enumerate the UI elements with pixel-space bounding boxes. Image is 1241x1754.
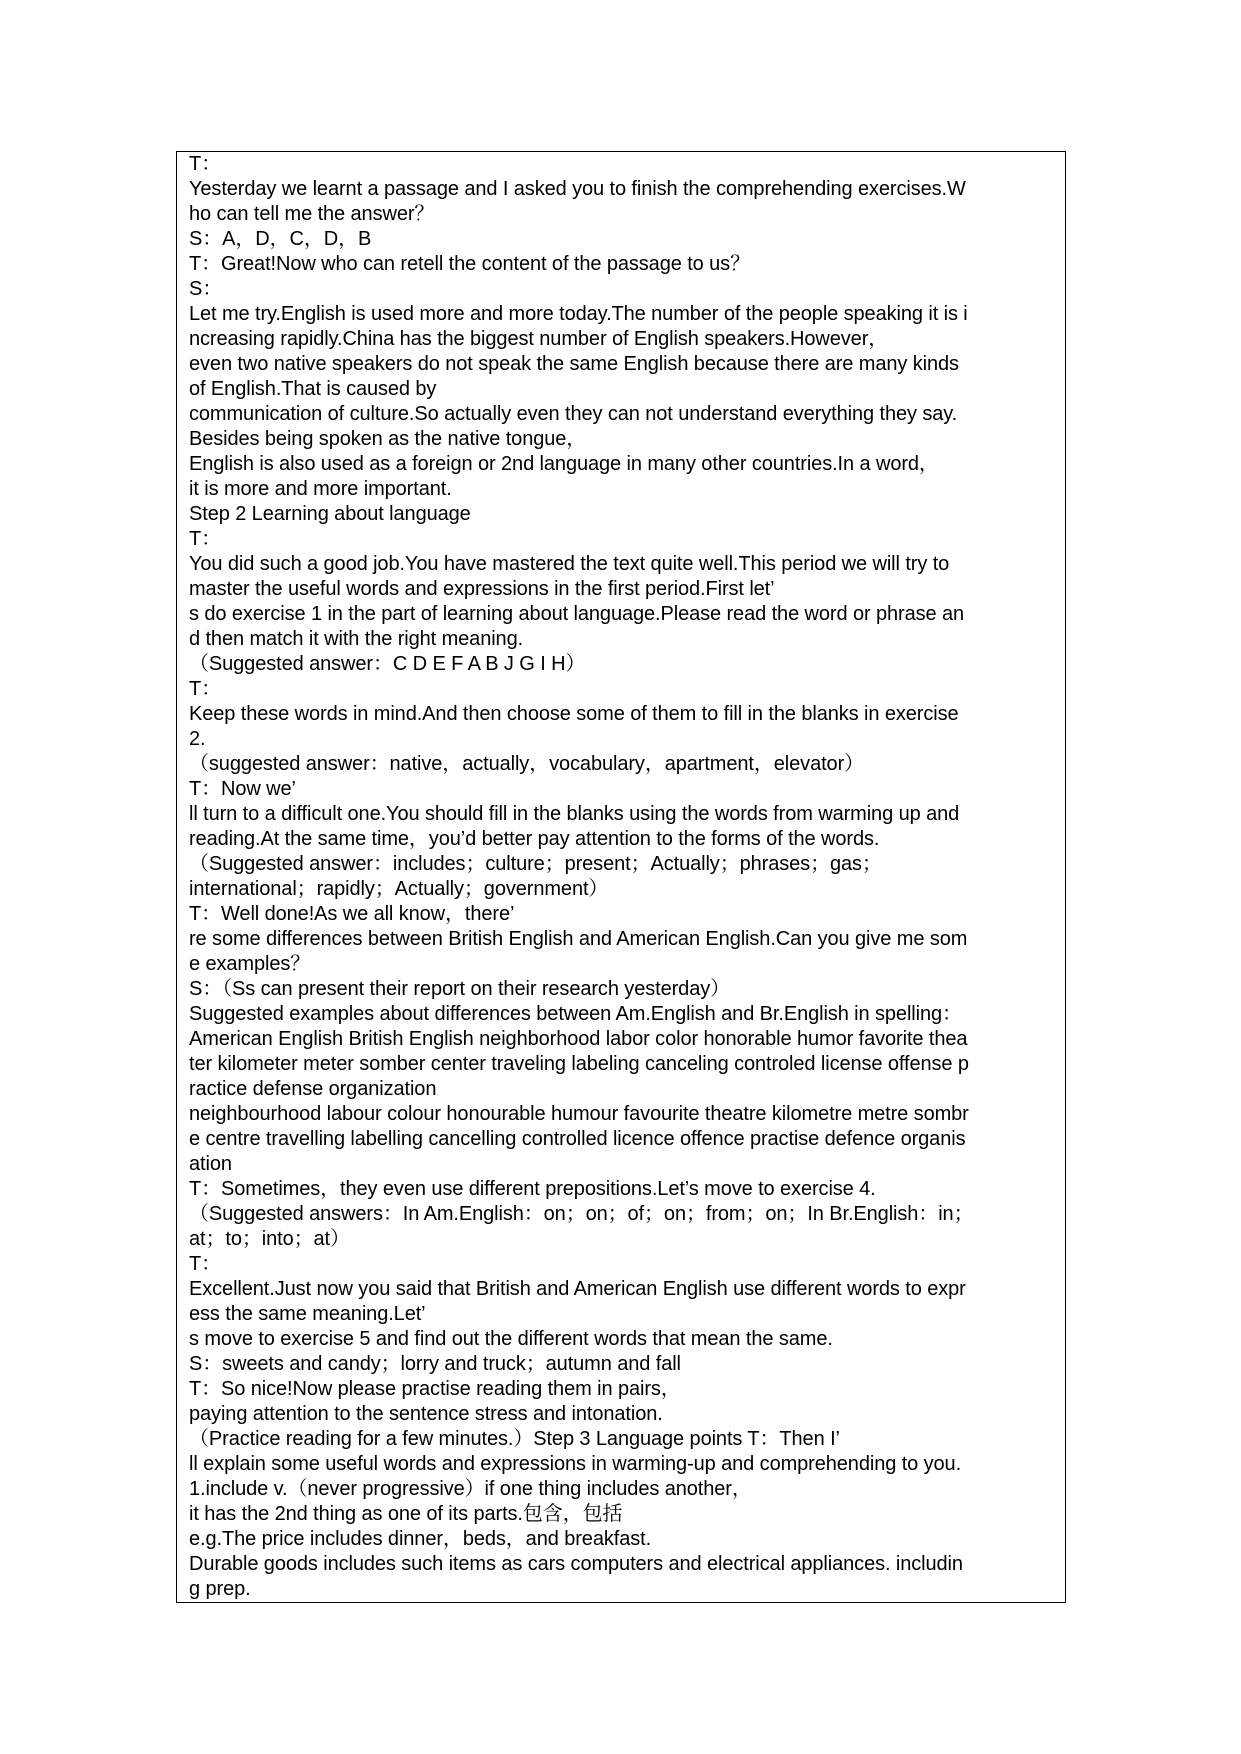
text-line: S：A，D，C，D，B	[189, 228, 372, 250]
text-line: s do exercise 1 in the part of learning about language.Please read the word or phrase an	[189, 603, 965, 625]
text-line: communication of culture.So actually even they can not understand everything they say.	[189, 403, 958, 425]
text-line: paying attention to the sentence stress and intonation.	[189, 1403, 663, 1425]
text-line: of English.That is caused by	[189, 378, 437, 400]
text-line: reading.At the same time，you’d better pay attention to the forms of the words.	[189, 828, 880, 850]
text-line: master the useful words and expressions in the first period.First let’	[189, 578, 775, 600]
text-line: T：So nice!Now please practise reading them in pairs，	[189, 1378, 681, 1400]
text-line: T：	[189, 1253, 222, 1275]
text-line: Durable goods includes such items as cars computers and electrical appliances. includin	[189, 1553, 963, 1575]
text-line: S：sweets and candy；lorry and truck；autumn and fall	[189, 1353, 681, 1375]
text-line: （Suggested answer：includes；culture；present；Actually；phrases；gas；	[189, 853, 882, 875]
text-line: American English British English neighborhood labor color honorable humor favorite thea	[189, 1028, 968, 1050]
text-line: g prep.	[189, 1578, 251, 1600]
text-line: ll explain some useful words and expressions in warming-up and comprehending to you.	[189, 1453, 962, 1475]
text-line: （Suggested answers：In Am.English：on；on；of；on；from；on；In Br.English：in；	[189, 1203, 974, 1225]
text-line: T：	[189, 528, 222, 550]
text-line: international；rapidly；Actually；government）	[189, 878, 609, 900]
text-line: even two native speakers do not speak the same English because there are many kinds	[189, 353, 959, 375]
text-line: e examples？	[189, 953, 311, 975]
text-line: neighbourhood labour colour honourable humour favourite theatre kilometre metre sombr	[189, 1103, 969, 1125]
text-line: You did such a good job.You have mastered the text quite well.This period we will try to	[189, 553, 950, 575]
text-line: T：Well done!As we all know，there’	[189, 903, 515, 925]
text-line: S：（Ss can present their report on their research yesterday）	[189, 978, 731, 1000]
text-line: T：Now we’	[189, 778, 296, 800]
text-line: （suggested answer：native，actually，vocabulary，apartment，elevator）	[189, 753, 865, 775]
text-line: re some differences between British English and American English.Can you give me som	[189, 928, 968, 950]
text-line: T：Sometimes，they even use different prepositions.Let’s move to exercise 4.	[189, 1178, 876, 1200]
text-line: T：	[189, 678, 222, 700]
text-line: ncreasing rapidly.China has the biggest number of English speakers.However，	[189, 328, 889, 350]
text-line: d then match it with the right meaning.	[189, 628, 524, 650]
text-line: it is more and more important.	[189, 478, 452, 500]
text-line: （Practice reading for a few minutes.）Step 3 Language points T：Then I’	[189, 1428, 840, 1450]
text-line: S：	[189, 278, 223, 300]
text-line: 1.include v.（never progressive）if one thing includes another，	[189, 1478, 752, 1500]
text-line: （Suggested answer：C D E F A B J G I H）	[189, 653, 586, 675]
text-line: e centre travelling labelling cancelling controlled licence offence practise defence organis	[189, 1128, 966, 1150]
text-line: s move to exercise 5 and find out the different words that mean the same.	[189, 1328, 833, 1350]
text-line: at；to；into；at）	[189, 1228, 350, 1250]
text-line: it has the 2nd thing as one of its parts.包含，包括	[189, 1503, 623, 1525]
text-line: Besides being spoken as the native tongue，	[189, 428, 587, 450]
text-line: 2.	[189, 728, 206, 750]
text-line: ation	[189, 1153, 232, 1175]
text-line: ractice defense organization	[189, 1078, 437, 1100]
text-line: T：	[189, 153, 222, 175]
text-line: English is also used as a foreign or 2nd language in many other countries.In a word，	[189, 453, 939, 475]
text-line: Excellent.Just now you said that British and American English use different words to expr	[189, 1278, 966, 1300]
text-line: T：Great!Now who can retell the content of the passage to us？	[189, 253, 750, 275]
text-line: Let me try.English is used more and more today.The number of the people speaking it is i	[189, 303, 968, 325]
text-line: e.g.The price includes dinner，beds，and breakfast.	[189, 1528, 652, 1550]
text-line: Keep these words in mind.And then choose some of them to fill in the blanks in exercise	[189, 703, 959, 725]
text-line: ess the same meaning.Let’	[189, 1303, 426, 1325]
text-line: Step 2 Learning about language	[189, 503, 471, 525]
text-line: ter kilometer meter somber center traveling labeling canceling controled license offense p	[189, 1053, 969, 1075]
text-line: ho can tell me the answer？	[189, 203, 435, 225]
text-line: Yesterday we learnt a passage and I asked you to finish the comprehending exercises.W	[189, 178, 966, 200]
text-line: Suggested examples about differences between Am.English and Br.English in spelling：	[189, 1003, 962, 1025]
text-line: ll turn to a difficult one.You should fill in the blanks using the words from warming up and	[189, 803, 960, 825]
lesson-text-box	[176, 151, 1066, 1603]
